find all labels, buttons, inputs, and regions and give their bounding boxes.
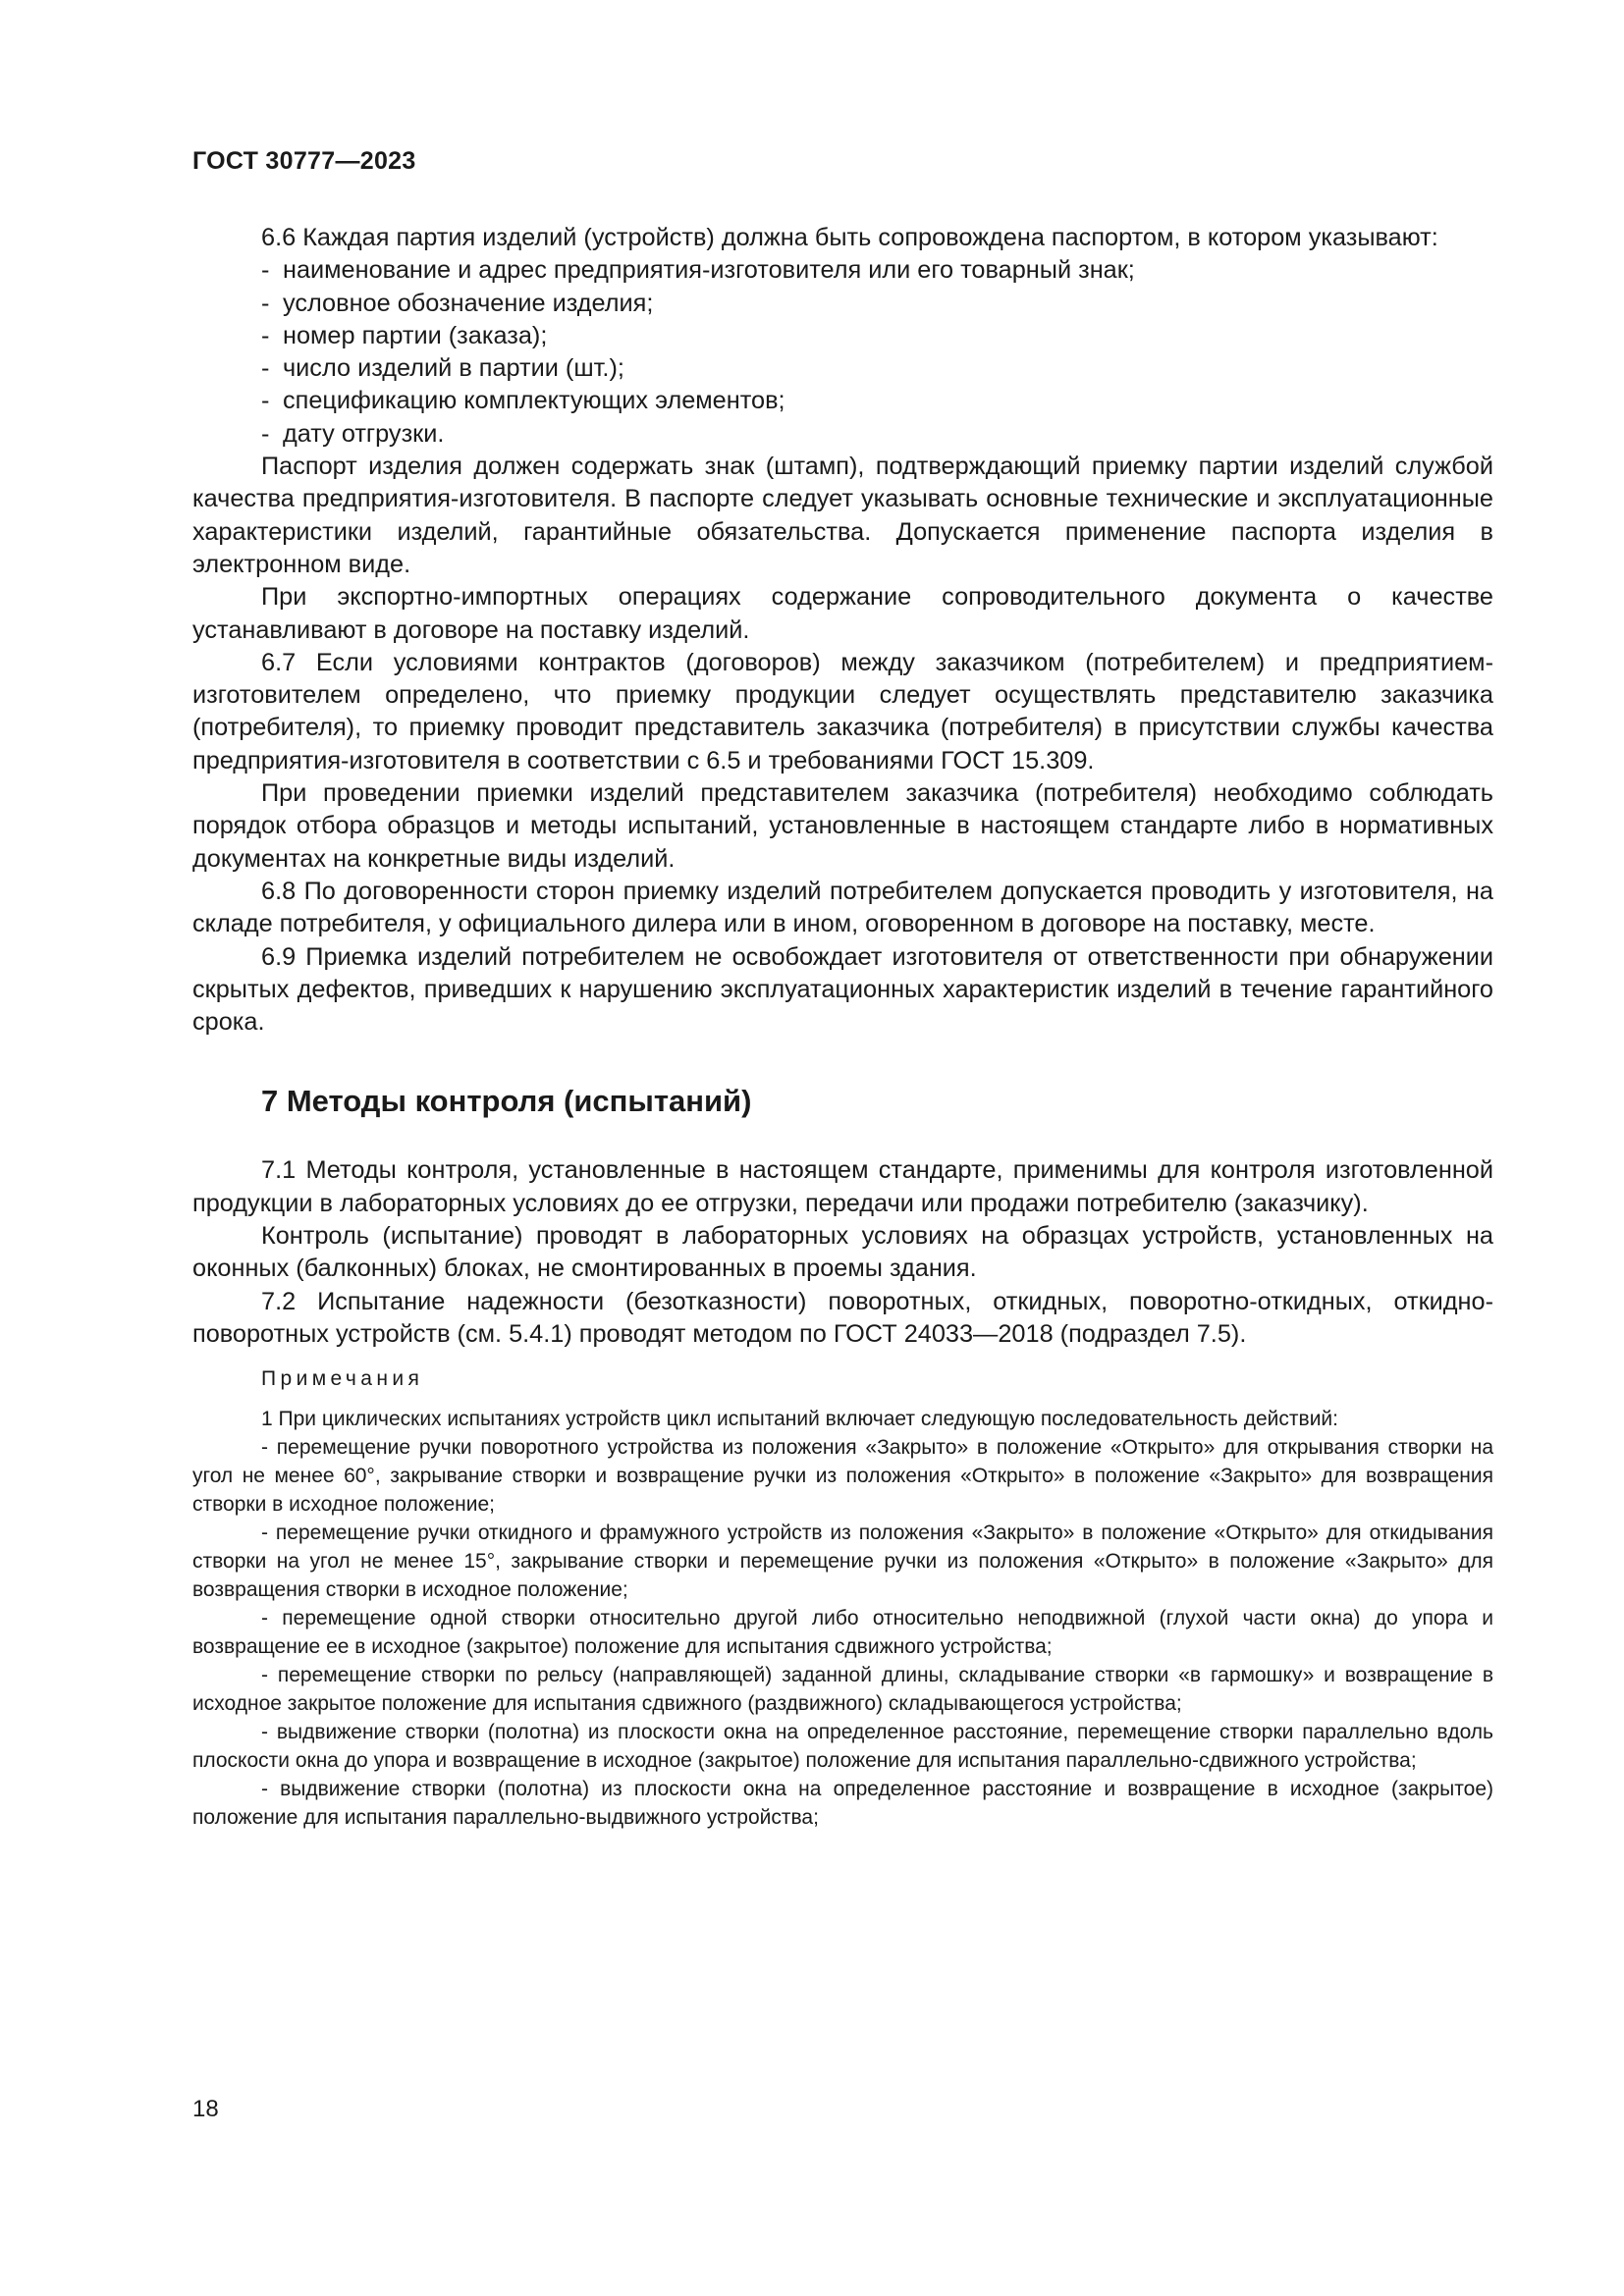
paragraph: Контроль (испытание) проводят в лабораторных условиях на образцах устройств, установленных на оконных (балконных) блоках, не смонтированных в проемы здания. bbox=[192, 1222, 1493, 1283]
list-item: - спецификацию комплектующих элементов; bbox=[261, 387, 785, 415]
paragraph-6-8: 6.8 По договоренности сторон приемку изделий потребителем допускается проводить у изготовителя, на складе потребителя, у официального дилера или в ином, оговоренном в договоре на поставку, месте. bbox=[192, 877, 1493, 938]
note-item: - перемещение ручки поворотного устройства из положения «Закрыто» в положение «Открыто» для открывания створки на угол не менее 60°, закрывание створки и возвращение ручки из положения «Открыто» в положение «Закрыто» для возвращения створки в исходное положение; bbox=[192, 1436, 1493, 1517]
list-item: - дату отгрузки. bbox=[261, 419, 445, 448]
page-number: 18 bbox=[192, 2096, 219, 2122]
note-item: - выдвижение створки (полотна) из плоскости окна на определенное расстояние, перемещение створки параллельно вдоль плоскости окна до упора и возвращение в исходное (закрытое) положение для испытания параллельно-сдвижного устройства; bbox=[192, 1721, 1493, 1773]
paragraph: При экспортно-импортных операциях содержание сопроводительного документа о качестве устанавливают в договоре на поставку изделий. bbox=[192, 583, 1493, 644]
note-item: - перемещение створки по рельсу (направляющей) заданной длины, складывание створки «в гармошку» и возвращение в исходное закрытое положение для испытания сдвижного (раздвижного) складывающегося устройства; bbox=[192, 1664, 1493, 1716]
paragraph-6-9: 6.9 Приемка изделий потребителем не освобождает изготовителя от ответственности при обнаружении скрытых дефектов, приведших к нарушению эксплуатационных характеристик изделий в течение гарантийного срока. bbox=[192, 942, 1493, 1037]
doc-header-code: ГОСТ 30777—2023 bbox=[192, 147, 416, 175]
list-item: - условное обозначение изделия; bbox=[261, 289, 654, 317]
passport-contents-list bbox=[192, 254, 1493, 451]
paragraph-6-7: 6.7 Если условиями контрактов (договоров) между заказчиком (потребителем) и предприятием-изготовителем определено, что приемку продукции следует осуществлять представителю заказчика (потребителя), то приемку проводит представитель заказчика (потребителя) в присутствии службы качества предприятия-изготовителя в соответствии с 6.5 и требованиями ГОСТ 15.309. bbox=[192, 648, 1493, 774]
section-7-title: 7 Методы контроля (испытаний) bbox=[261, 1084, 752, 1119]
paragraph: Паспорт изделия должен содержать знак (штамп), подтверждающий приемку партии изделий службой качества предприятия-изготовителя. В паспорте следует указывать основные технические и эксплуатационные характеристики изделий, гарантийные обязательства. Допускается применение паспорта изделия в электронном виде. bbox=[192, 453, 1493, 578]
paragraph-7-1: 7.1 Методы контроля, установленные в настоящем стандарте, применимы для контроля изготовленной продукции в лабораторных условиях до ее отгрузки, передачи или продажи потребителю (заказчику). bbox=[192, 1156, 1493, 1217]
notes-title: Примечания bbox=[261, 1367, 424, 1391]
paragraph: При проведении приемки изделий представителем заказчика (потребителя) необходимо соблюдать порядок отбора образцов и методы испытаний, установленные в настоящем стандарте либо в нормативных документах на конкретные виды изделий. bbox=[192, 779, 1493, 873]
note-item: - перемещение ручки откидного и фрамужного устройств из положения «Закрыто» в положение «Открыто» для откидывания створки на угол не менее 15°, закрывание створки и перемещение ручки из положения «Открыто» в положение «Закрыто» для возвращения створки в исходное положение; bbox=[192, 1522, 1493, 1602]
paragraph-7-2: 7.2 Испытание надежности (безотказности) поворотных, откидных, поворотно-откидных, откидно-поворотных устройств (см. 5.4.1) проводят методом по ГОСТ 24033—2018 (подраздел 7.5). bbox=[192, 1287, 1493, 1348]
note-item: 1 При циклических испытаниях устройств цикл испытаний включает следующую последовательность действий: bbox=[261, 1408, 1338, 1431]
list-item: - наименование и адрес предприятия-изготовителя или его товарный знак; bbox=[261, 256, 1135, 285]
paragraph-6-6: 6.6 Каждая партия изделий (устройств) должна быть сопровождена паспортом, в котором указывают: bbox=[261, 224, 1438, 251]
list-item: - номер партии (заказа); bbox=[261, 321, 548, 349]
document-body bbox=[192, 222, 1493, 1832]
note-item: - перемещение одной створки относительно другой либо относительно неподвижной (глухой части окна) до упора и возвращение ее в исходное (закрытое) положение для испытания сдвижного устройства; bbox=[192, 1607, 1493, 1659]
notes-block bbox=[192, 1364, 1493, 1832]
note-item: - выдвижение створки (полотна) из плоскости окна на определенное расстояние и возвращение в исходное (закрытое) положение для испытания параллельно-выдвижного устройства; bbox=[192, 1778, 1493, 1830]
list-item: - число изделий в партии (шт.); bbox=[261, 354, 624, 383]
